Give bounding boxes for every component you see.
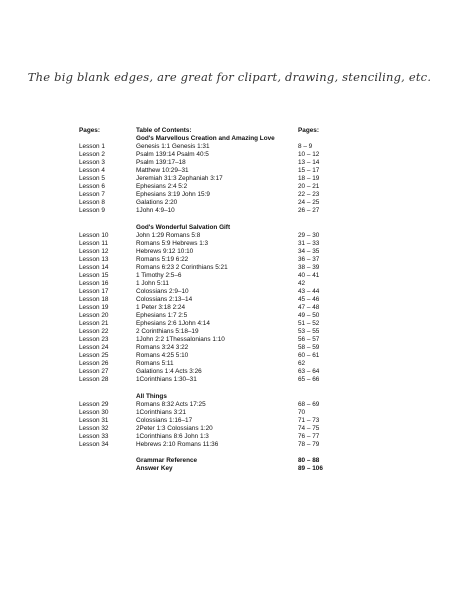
lesson-label: Lesson 9 xyxy=(79,207,105,215)
lesson-row xyxy=(79,143,379,151)
lesson-row xyxy=(79,320,379,328)
scripture-reference: 1 Timothy 2:5–6 xyxy=(136,271,182,279)
section-title-row xyxy=(79,135,379,143)
scripture-reference: Psalm 139:17–18 xyxy=(136,159,186,167)
section-title-row xyxy=(79,393,379,401)
scripture-reference: John 1:29 Romans 5:8 xyxy=(136,231,201,239)
lesson-row xyxy=(79,167,379,175)
lesson-label: Lesson 8 xyxy=(79,199,105,207)
scripture-reference: Romans 5:19 6:22 xyxy=(136,255,189,263)
page-range: 53 – 55 xyxy=(298,328,320,336)
page-range: 65 – 66 xyxy=(298,376,320,384)
lesson-label: Lesson 27 xyxy=(79,368,109,376)
page-range: 71 – 73 xyxy=(298,416,320,424)
scripture-reference: Galations 1:4 Acts 3:26 xyxy=(136,368,202,376)
page-range xyxy=(298,135,379,143)
scripture-reference: Ephesians 3:19 John 15:9 xyxy=(136,191,210,199)
page-range: 29 – 30 xyxy=(298,231,320,239)
scripture-reference: 1John 4:9–10 xyxy=(136,207,175,215)
scripture-reference: Romans 4:25 5:10 xyxy=(136,352,189,360)
toc-heading: Table of Contents: xyxy=(136,127,192,134)
page-range: 40 – 41 xyxy=(298,271,320,279)
scripture-reference: 1Corinthians 8:6 John 1:3 xyxy=(136,432,209,440)
table-of-contents xyxy=(79,127,379,473)
lesson-label xyxy=(79,224,136,232)
lesson-row xyxy=(79,409,379,417)
page-range: 38 – 39 xyxy=(298,263,320,271)
scripture-reference: Answer Key xyxy=(136,464,173,472)
section-title-row xyxy=(79,224,379,232)
scripture-reference: Matthew 10:29–31 xyxy=(136,167,189,175)
lesson-label: Lesson 25 xyxy=(79,352,109,360)
scripture-reference: 1John 2:2 1Thessalonians 1:10 xyxy=(136,336,225,344)
scripture-reference: Ephesians 1:7 2:5 xyxy=(136,312,188,320)
lesson-row xyxy=(79,417,379,425)
scripture-reference: 2 Corinthians 5:18–19 xyxy=(136,328,199,336)
lesson-label xyxy=(79,465,136,473)
scripture-reference: Colossians 2:9–10 xyxy=(136,287,189,295)
scripture-reference: Romans 3:24 3:22 xyxy=(136,344,189,352)
scripture-reference: Ephesians 2:6 1John 4:14 xyxy=(136,320,210,328)
pages-heading-right: Pages: xyxy=(298,127,319,134)
lesson-label: Lesson 30 xyxy=(79,408,109,416)
page-range: 47 – 48 xyxy=(298,304,320,312)
lesson-row xyxy=(79,312,379,320)
scripture-reference: Romans 5:9 Hebrews 1:3 xyxy=(136,239,209,247)
page-range: 68 – 69 xyxy=(298,400,320,408)
lesson-row xyxy=(79,199,379,207)
lesson-row xyxy=(79,344,379,352)
page-range: 13 – 14 xyxy=(298,159,320,167)
page-range: 43 – 44 xyxy=(298,287,320,295)
page-range: 74 – 75 xyxy=(298,424,320,432)
lesson-label: Lesson 12 xyxy=(79,247,109,255)
toc-header-row xyxy=(79,127,379,135)
lesson-row xyxy=(79,352,379,360)
scripture-reference: 1 Peter 3:18 2:24 xyxy=(136,304,186,312)
scripture-reference: Genesis 1:1 Genesis 1:31 xyxy=(136,143,210,151)
lesson-row xyxy=(79,159,379,167)
pages-heading-left: Pages: xyxy=(79,127,100,134)
lesson-row xyxy=(79,280,379,288)
page-range xyxy=(298,224,379,232)
page-range: 42 xyxy=(298,279,306,287)
lesson-label: Lesson 21 xyxy=(79,320,109,328)
lesson-label: Lesson 6 xyxy=(79,183,105,191)
page-range: 80 – 88 xyxy=(298,456,320,464)
page-range: 18 – 19 xyxy=(298,175,320,183)
lesson-label: Lesson 23 xyxy=(79,336,109,344)
lesson-label: Lesson 2 xyxy=(79,151,105,159)
lesson-row xyxy=(79,360,379,368)
scripture-reference: Colossians 2:13–14 xyxy=(136,295,193,303)
page-range: 62 xyxy=(298,360,306,368)
page-range: 45 – 46 xyxy=(298,295,320,303)
appendix-row xyxy=(79,457,379,465)
lesson-row xyxy=(79,288,379,296)
page-range: 20 – 21 xyxy=(298,183,320,191)
lesson-label: Lesson 16 xyxy=(79,279,109,287)
scripture-reference: Hebrews 2:10 Romans 11:36 xyxy=(136,440,219,448)
scripture-reference: Colossians 1:16–17 xyxy=(136,416,193,424)
lesson-label: Lesson 20 xyxy=(79,312,109,320)
lesson-label: Lesson 22 xyxy=(79,328,109,336)
lesson-row xyxy=(79,336,379,344)
lesson-label: Lesson 3 xyxy=(79,159,105,167)
page-range: 22 – 23 xyxy=(298,191,320,199)
lesson-row xyxy=(79,175,379,183)
scripture-reference: Romans 5:11 xyxy=(136,360,174,368)
lesson-label: Lesson 33 xyxy=(79,432,109,440)
page-range: 56 – 57 xyxy=(298,336,320,344)
lesson-label: Lesson 19 xyxy=(79,304,109,312)
lesson-row xyxy=(79,425,379,433)
page-range: 10 – 12 xyxy=(298,151,320,159)
scripture-reference: Romans 8:32 Acts 17:25 xyxy=(136,400,206,408)
page-range: 34 – 35 xyxy=(298,247,320,255)
page-range: 70 xyxy=(298,408,306,416)
scripture-reference: Galations 2:20 xyxy=(136,199,178,207)
scripture-reference: 1Corinthians 1:30–31 xyxy=(136,376,197,384)
lesson-row xyxy=(79,264,379,272)
page-range: 36 – 37 xyxy=(298,255,320,263)
lesson-label: Lesson 24 xyxy=(79,344,109,352)
lesson-label: Lesson 26 xyxy=(79,360,109,368)
lesson-label: Lesson 4 xyxy=(79,167,105,175)
lesson-label: Lesson 17 xyxy=(79,287,109,295)
lesson-label: Lesson 34 xyxy=(79,440,109,448)
page-range: 78 – 79 xyxy=(298,440,320,448)
spacer xyxy=(79,449,379,457)
lesson-row xyxy=(79,272,379,280)
page-range: 51 – 52 xyxy=(298,320,320,328)
section-title: All Things xyxy=(136,392,167,400)
lesson-label: Lesson 10 xyxy=(79,231,109,239)
lesson-label: Lesson 31 xyxy=(79,416,109,424)
spacer xyxy=(79,385,379,393)
scripture-reference: Ephesians 2:4 5:2 xyxy=(136,183,188,191)
lesson-row xyxy=(79,296,379,304)
lesson-label: Lesson 5 xyxy=(79,175,105,183)
lesson-label xyxy=(79,135,136,143)
lesson-row xyxy=(79,207,379,215)
appendix-row xyxy=(79,465,379,473)
lesson-label: Lesson 18 xyxy=(79,295,109,303)
lesson-row xyxy=(79,183,379,191)
lesson-label: Lesson 29 xyxy=(79,400,109,408)
scripture-reference: 2Peter 1:3 Colossians 1:20 xyxy=(136,424,213,432)
scripture-reference: Hebrews 9:12 10:10 xyxy=(136,247,194,255)
lesson-row xyxy=(79,151,379,159)
scripture-reference: Jeremiah 31:3 Zephaniah 3:17 xyxy=(136,175,223,183)
lesson-row xyxy=(79,441,379,449)
lesson-label: Lesson 7 xyxy=(79,191,105,199)
lesson-row xyxy=(79,304,379,312)
lesson-label: Lesson 15 xyxy=(79,271,109,279)
lesson-row xyxy=(79,401,379,409)
page-range xyxy=(298,393,379,401)
page-range: 60 – 61 xyxy=(298,352,320,360)
lesson-label xyxy=(79,457,136,465)
section-title: God's Wonderful Salvation Gift xyxy=(136,223,231,231)
lesson-row xyxy=(79,376,379,384)
page-range: 15 – 17 xyxy=(298,167,320,175)
lesson-label: Lesson 32 xyxy=(79,424,109,432)
banner-caption: The big blank edges, are great for clipart, drawing, stenciling, etc. xyxy=(27,70,432,84)
lesson-label: Lesson 28 xyxy=(79,376,109,384)
lesson-row xyxy=(79,256,379,264)
page-range: 76 – 77 xyxy=(298,432,320,440)
lesson-row xyxy=(79,240,379,248)
scripture-reference: 1 John 5:11 xyxy=(136,279,169,287)
lesson-label: Lesson 11 xyxy=(79,239,109,247)
lesson-row xyxy=(79,191,379,199)
scripture-reference: 1Corinthians 3:21 xyxy=(136,408,187,416)
lesson-row xyxy=(79,433,379,441)
page-range: 89 – 106 xyxy=(298,464,323,472)
lesson-row xyxy=(79,328,379,336)
scripture-reference: Romans 6:23 2 Corinthians 5:21 xyxy=(136,263,228,271)
lesson-label: Lesson 14 xyxy=(79,263,109,271)
lesson-row xyxy=(79,248,379,256)
page-range: 63 – 64 xyxy=(298,368,320,376)
lesson-label xyxy=(79,393,136,401)
toc-body xyxy=(79,135,379,473)
spacer xyxy=(79,216,379,224)
page-range: 26 – 27 xyxy=(298,207,320,215)
lesson-row xyxy=(79,368,379,376)
scripture-reference: Grammar Reference xyxy=(136,456,198,464)
page-range: 49 – 50 xyxy=(298,312,320,320)
section-title: God's Marvellous Creation and Amazing Love xyxy=(136,135,275,143)
lesson-row xyxy=(79,232,379,240)
lesson-label: Lesson 1 xyxy=(79,143,105,151)
scripture-reference: Psalm 139:14 Psalm 40:5 xyxy=(136,151,209,159)
page-range: 31 – 33 xyxy=(298,239,320,247)
page-range: 58 – 59 xyxy=(298,344,320,352)
page-range: 24 – 25 xyxy=(298,199,320,207)
lesson-label: Lesson 13 xyxy=(79,255,109,263)
page-range: 8 – 9 xyxy=(298,143,313,151)
